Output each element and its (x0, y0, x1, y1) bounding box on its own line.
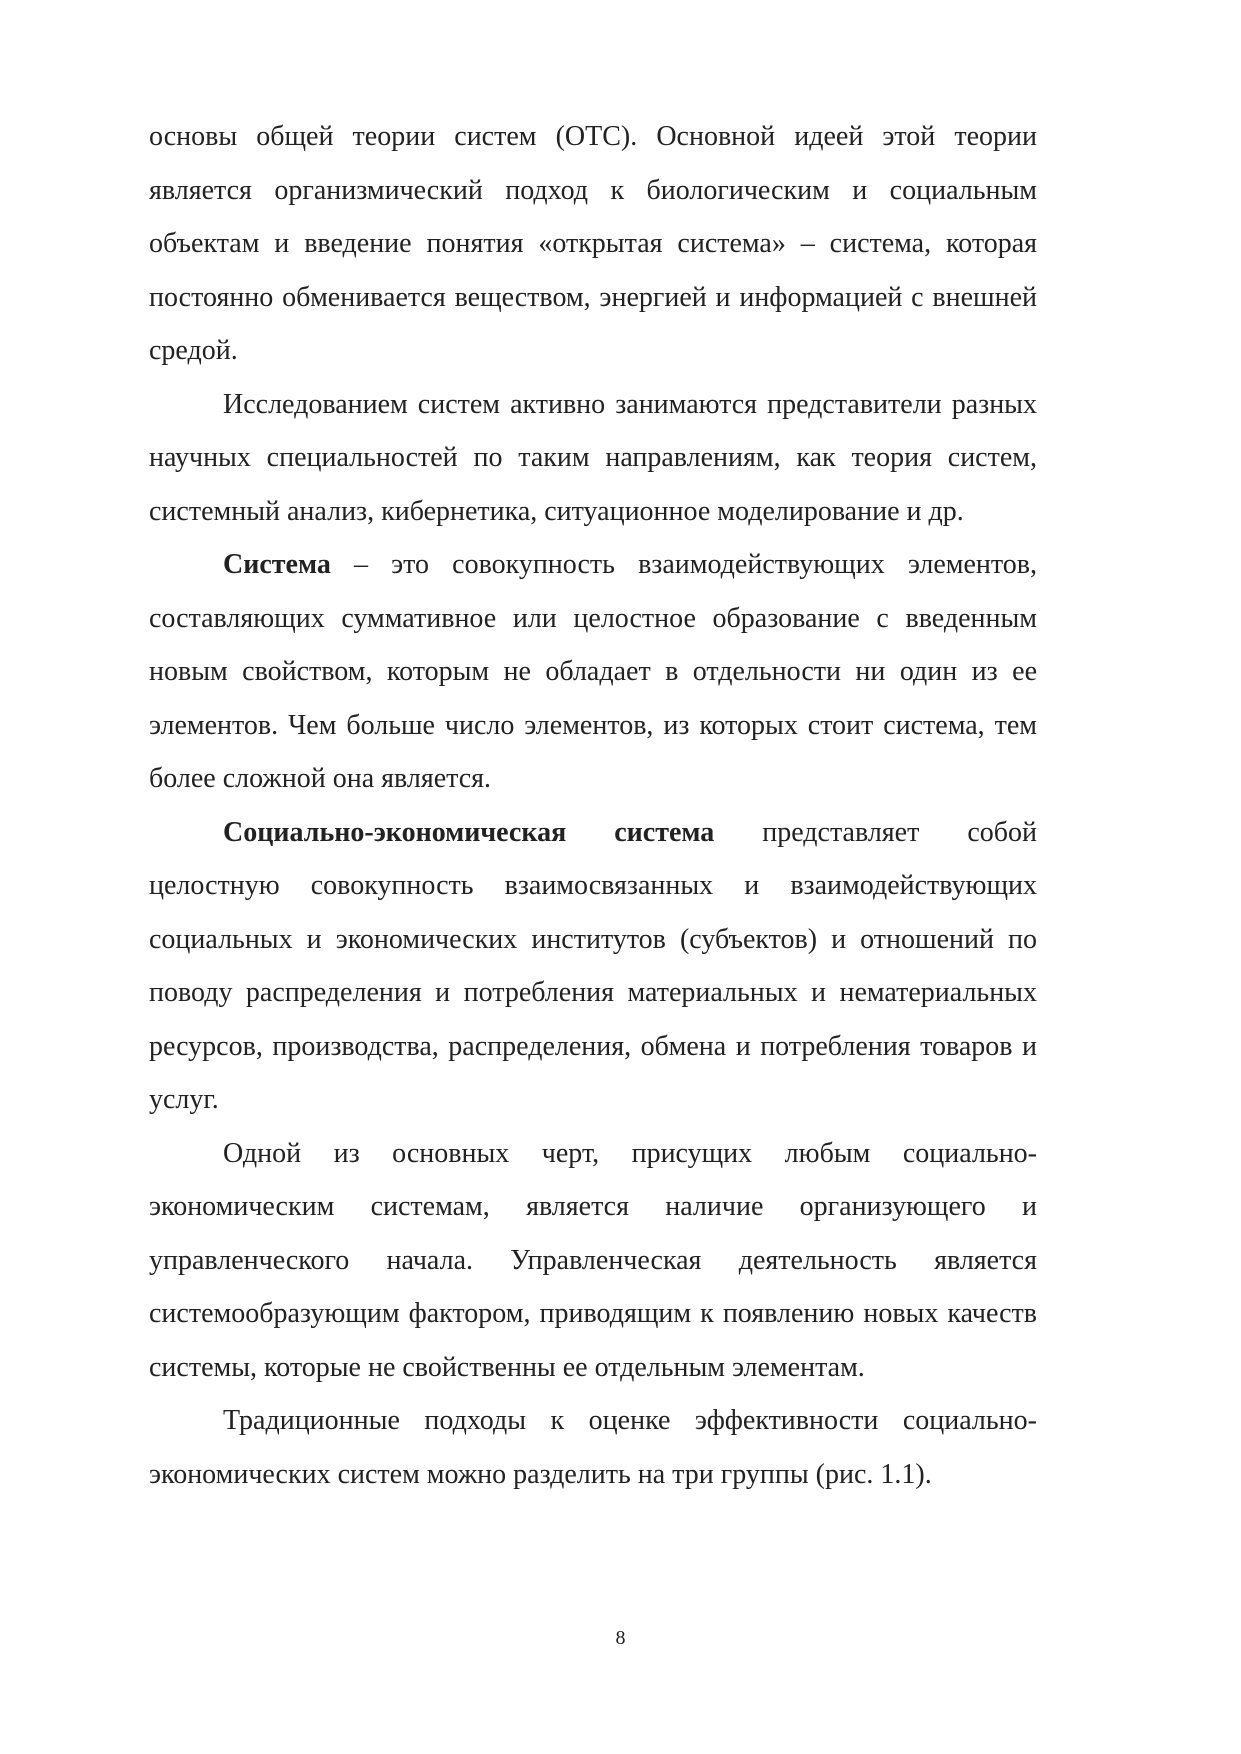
paragraph-text: Традиционные подходы к оценке эффективности социально-экономических систем можно разделить на три группы (рис. 1.1). (149, 1405, 1037, 1490)
paragraph-system-definition (149, 538, 1037, 806)
term-system: Система (223, 549, 331, 580)
document-body (149, 110, 1037, 1501)
term-socio-economic-system: Социально-экономическая система (223, 816, 715, 848)
paragraph-text: представляет собой целостную совокупность взаимосвязанных и взаимодействующих социальных и экономических институтов (субъектов) и отношений по поводу распределения и потребления материальных и нематериальных ресурсов, производства, распределения, обмена и потребления товаров и услуг. (149, 816, 1037, 1115)
paragraph-text: основы общей теории систем (ОТС). Основной идеей этой теории является организмический подход к биологическим и социальным объектам и введение понятия «открытая система» – система, которая постоянно обменивается веществом, энергией и информацией с внешней средой. (149, 121, 1037, 366)
page-number: 8 (615, 1627, 626, 1649)
paragraph-text: Исследованием систем активно занимаются представители разных научных специальностей по таким направлениям, как теория систем, системный анализ, кибернетика, ситуационное моделирование и др. (149, 388, 1037, 527)
paragraph-approaches (149, 1394, 1037, 1501)
paragraph-ots (149, 110, 1037, 378)
paragraph-socio-economic-definition (149, 806, 1037, 1127)
paragraph-management (149, 1127, 1037, 1395)
paragraph-research (149, 378, 1037, 539)
paragraph-text: – это совокупность взаимодействующих элементов, составляющих суммативное или целостное образование с введенным новым свойством, которым не обладает в отдельности ни один из ее элементов. Чем больше число элементов, из которых стоит система, тем более сложной она является. (149, 549, 1037, 794)
paragraph-text: Одной из основных черт, присущих любым социально-экономическим системам, является наличие организующего и управленческого начала. Управленческая деятельность является системообразующим фактором, приводящим к появлению новых качеств системы, которые не свойственны ее отдельным элементам. (149, 1137, 1037, 1383)
